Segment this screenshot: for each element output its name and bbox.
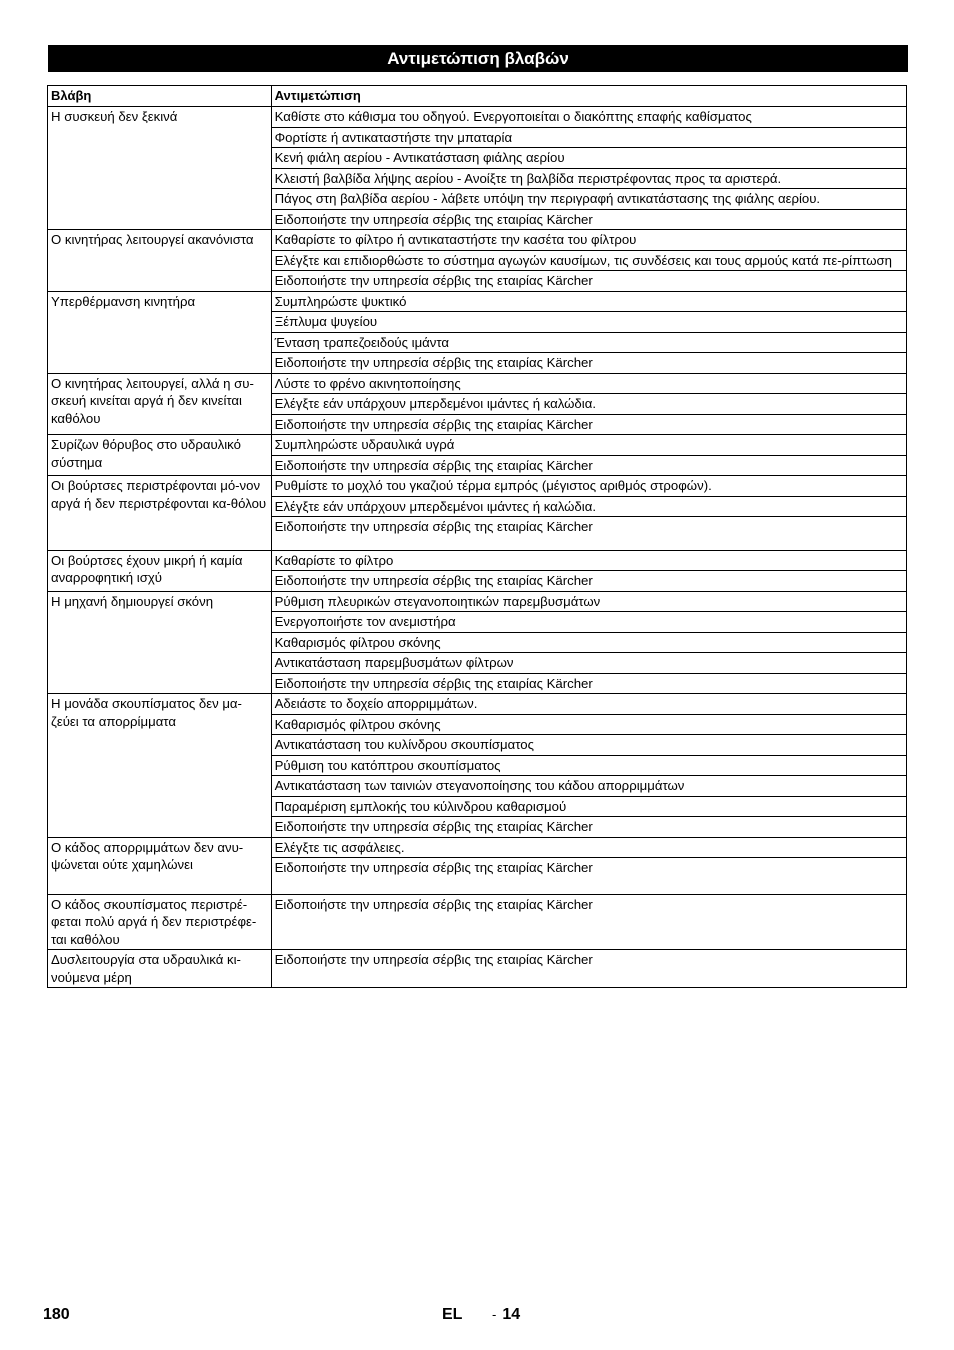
remedy-cell: Ξέπλυμα ψυγείου: [271, 312, 906, 333]
header-fault: Βλάβη: [48, 86, 272, 107]
fault-cell: Ο κάδος απορριμμάτων δεν ανυ-ψώνεται ούτε χαμηλώνει: [48, 837, 272, 894]
remedy-cell: Ειδοποιήστε την υπηρεσία σέρβις της εταιρίας Kärcher: [271, 517, 906, 551]
fault-cell: Συρίζων θόρυβος στο υδραυλικό σύστημα: [48, 435, 272, 476]
remedy-cell: Λύστε το φρένο ακινητοποίησης: [271, 373, 906, 394]
table-header-row: [48, 86, 907, 107]
remedy-cell: Ειδοποιήστε την υπηρεσία σέρβις της εταιρίας Kärcher: [271, 858, 906, 895]
remedy-cell: Κλειστή βαλβίδα λήψης αερίου - Ανοίξτε τη βαλβίδα περιστρέφοντας προς τα αριστερά.: [271, 168, 906, 189]
table-row: [48, 373, 907, 394]
fault-cell: Οι βούρτσες έχουν μικρή ή καμία αναρροφητική ισχύ: [48, 550, 272, 591]
remedy-cell: Αντικατάσταση παρεμβυσμάτων φίλτρων: [271, 653, 906, 674]
table-row: [48, 694, 907, 715]
remedy-cell: Ελέγξτε εάν υπάρχουν μπερδεμένοι ιμάντες ή καλώδια.: [271, 496, 906, 517]
remedy-cell: Ρύθμιση του κατόπτρου σκουπίσματος: [271, 755, 906, 776]
remedy-cell: Ενεργοποιήστε τον ανεμιστήρα: [271, 612, 906, 633]
remedy-cell: Ειδοποιήστε την υπηρεσία σέρβις της εταιρίας Kärcher: [271, 353, 906, 374]
remedy-cell: Καθίστε στο κάθισμα του οδηγού. Ενεργοποιείται ο διακόπτης επαφής καθίσματος: [271, 107, 906, 128]
fault-cell: Ο κινητήρας λειτουργεί, αλλά η συ-σκευή κινείται αργά ή δεν κινείται καθόλου: [48, 373, 272, 435]
remedy-cell: Κενή φιάλη αερίου - Αντικατάσταση φιάλης αερίου: [271, 148, 906, 169]
remedy-cell: Καθαρίστε το φίλτρο: [271, 550, 906, 571]
remedy-cell: Αντικατάσταση των ταινιών στεγανοποίησης του κάδου απορριμμάτων: [271, 776, 906, 797]
remedy-cell: Ειδοποιήστε την υπηρεσία σέρβις της εταιρίας Kärcher: [271, 673, 906, 694]
remedy-cell: Ειδοποιήστε την υπηρεσία σέρβις της εταιρίας Kärcher: [271, 950, 906, 988]
remedy-cell: Ειδοποιήστε την υπηρεσία σέρβις της εταιρίας Kärcher: [271, 894, 906, 950]
remedy-cell: Συμπληρώστε υδραυλικά υγρά: [271, 435, 906, 456]
fault-cell: Ο κάδος σκουπίσματος περιστρέ-φεται πολύ αργά ή δεν περιστρέφε-ται καθόλου: [48, 894, 272, 950]
fault-cell: Οι βούρτσες περιστρέφονται μό-νον αργά ή δεν περιστρέφονται κα-θόλου: [48, 476, 272, 551]
table-row: [48, 435, 907, 456]
table-row: [48, 950, 907, 988]
remedy-cell: Ρύθμιση πλευρικών στεγανοποιητικών παρεμβυσμάτων: [271, 591, 906, 612]
fault-cell: Ο κινητήρας λειτουργεί ακανόνιστα: [48, 230, 272, 292]
sub-page-dash: -: [492, 1307, 497, 1322]
remedy-cell: Ελέγξτε τις ασφάλειες.: [271, 837, 906, 858]
sub-page: [492, 1306, 520, 1324]
remedy-cell: Ειδοποιήστε την υπηρεσία σέρβις της εταιρίας Kärcher: [271, 455, 906, 476]
remedy-cell: Καθαρισμός φίλτρου σκόνης: [271, 632, 906, 653]
remedy-cell: Ελέγξτε και επιδιορθώστε το σύστημα αγωγών καυσίμων, τις συνδέσεις και τους αρμούς κατά πε-ρίπτωση: [271, 250, 906, 271]
table-row: [48, 837, 907, 858]
fault-cell: Δυσλειτουργία στα υδραυλικά κι-νούμενα μέρη: [48, 950, 272, 988]
fault-cell: Υπερθέρμανση κινητήρα: [48, 291, 272, 373]
section-title: Αντιμετώπιση βλαβών: [48, 45, 908, 72]
remedy-cell: Ειδοποιήστε την υπηρεσία σέρβις της εταιρίας Kärcher: [271, 571, 906, 592]
remedy-cell: Αδειάστε το δοχείο απορριμμάτων.: [271, 694, 906, 715]
fault-cell: Η συσκευή δεν ξεκινά: [48, 107, 272, 230]
fault-cell: Η μονάδα σκουπίσματος δεν μα-ζεύει τα απορρίμματα: [48, 694, 272, 838]
table-row: [48, 107, 907, 128]
page-number: 180: [43, 1306, 70, 1323]
remedy-cell: Ελέγξτε εάν υπάρχουν μπερδεμένοι ιμάντες ή καλώδια.: [271, 394, 906, 415]
table-row: [48, 550, 907, 571]
fault-cell: Η μηχανή δημιουργεί σκόνη: [48, 591, 272, 694]
table-row: [48, 476, 907, 497]
remedy-cell: Ειδοποιήστε την υπηρεσία σέρβις της εταιρίας Kärcher: [271, 414, 906, 435]
remedy-cell: Παραμέριση εμπλοκής του κύλινδρου καθαρισμού: [271, 796, 906, 817]
language-code: EL: [442, 1306, 463, 1323]
remedy-cell: Ειδοποιήστε την υπηρεσία σέρβις της εταιρίας Kärcher: [271, 817, 906, 838]
remedy-cell: Αντικατάσταση του κυλίνδρου σκουπίσματος: [271, 735, 906, 756]
remedy-cell: Ρυθμίστε το μοχλό του γκαζιού τέρμα εμπρός (μέγιστος αριθμός στροφών).: [271, 476, 906, 497]
table-row: [48, 591, 907, 612]
table-row: [48, 291, 907, 312]
table-body: [48, 107, 907, 988]
table-row: [48, 230, 907, 251]
remedy-cell: Καθαρίστε το φίλτρο ή αντικαταστήστε την κασέτα του φίλτρου: [271, 230, 906, 251]
remedy-cell: Καθαρισμός φίλτρου σκόνης: [271, 714, 906, 735]
sub-page-number: 14: [502, 1306, 521, 1323]
remedy-cell: Συμπληρώστε ψυκτικό: [271, 291, 906, 312]
remedy-cell: Ειδοποιήστε την υπηρεσία σέρβις της εταιρίας Kärcher: [271, 209, 906, 230]
remedy-cell: Φορτίστε ή αντικαταστήστε την μπαταρία: [271, 127, 906, 148]
remedy-cell: Ένταση τραπεζοειδούς ιμάντα: [271, 332, 906, 353]
table-row: [48, 894, 907, 950]
troubleshooting-table: [47, 85, 907, 988]
header-remedy: Αντιμετώπιση: [271, 86, 906, 107]
remedy-cell: Ειδοποιήστε την υπηρεσία σέρβις της εταιρίας Kärcher: [271, 271, 906, 292]
remedy-cell: Πάγος στη βαλβίδα αερίου - λάβετε υπόψη την περιγραφή αντικατάστασης της φιάλης αερίου.: [271, 189, 906, 210]
page-footer: [0, 1306, 954, 1330]
